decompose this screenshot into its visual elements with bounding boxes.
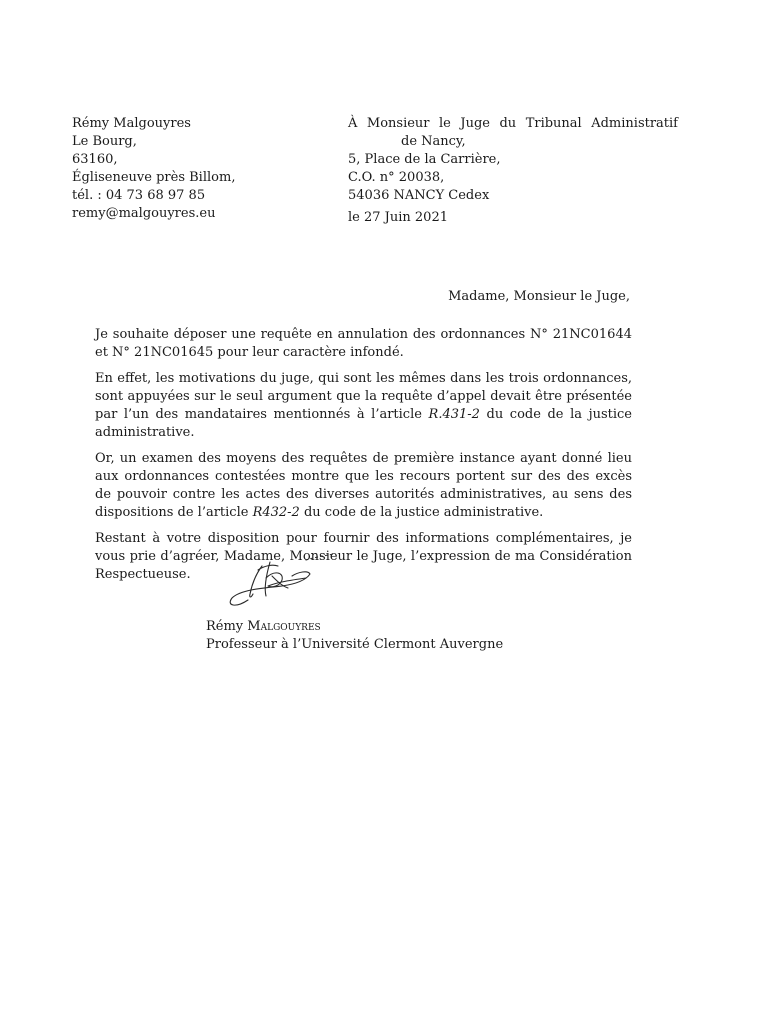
recipient-city: 54036 NANCY Cedex [348,188,490,203]
article-reference: R432-2 [252,505,300,520]
recipient-word: Administratif [591,116,678,131]
signatory-last-name: Malgouyres [247,619,321,634]
recipient-word: du [499,116,517,131]
recipient-word: le [439,116,451,131]
signature-block [206,618,503,654]
recipient-address-block [348,115,678,227]
recipient-word: Tribunal [525,116,582,131]
letter-body [95,326,632,592]
paragraph-3 [95,450,632,522]
recipient-po-box: C.O. n° 20038, [348,170,445,185]
recipient-word: Juge [460,116,490,131]
signatory-name [206,618,503,636]
sender-address-line: Le Bourg, [72,134,137,149]
paragraph-3-text-end: du code de la justice administrative. [299,505,544,520]
paragraph-1: Je souhaite déposer une requête en annulation des ordonnances N° 21NC01644 et N° 21NC01645 pour leur caractère infondé. [95,327,632,360]
sender-email: remy@malgouyres.eu [72,206,216,221]
sender-address-block [72,115,235,223]
recipient-word: Monsieur [366,116,430,131]
paragraph-2 [95,370,632,442]
sender-postcode: 63160, [72,152,118,167]
signatory-title: Professeur à l’Université Clermont Auvergne [206,637,504,652]
paragraph-4: Restant à votre disposition pour fournir des informations complémentaires, je vous prie d’agréer, Madame, Monsieur le Juge, l’expression de ma Considération Respectueuse. [95,531,632,582]
paragraph-2-text-end: du code de la justice administrative. [95,407,632,440]
article-reference: R.431-2 [428,407,480,422]
recipient-street: 5, Place de la Carrière, [348,152,501,167]
sender-phone: tél. : 04 73 68 97 85 [72,188,206,203]
recipient-line-1 [348,115,678,133]
sender-town: Égliseneuve près Billom, [72,170,236,185]
signatory-first-name: Rémy [206,619,244,634]
paragraph-2-text: En effet, les motivations du juge, qui sont les mêmes dans les trois ordonnances, sont appuyées sur le seul argument que la requête d’appel devait être présentée par l’un des mandataires mentionnés à l’article [95,371,632,422]
paragraph-3-text: Or, un examen des moyens des requêtes de première instance ayant donné lieu aux ordonnances contestées montre que les recours portent sur des des excès de pouvoir contre les actes des diverses autorités administratives, au sens des dispositions de l’article [95,451,632,520]
recipient-word: À [348,116,358,131]
letter-date: le 27 Juin 2021 [348,210,448,225]
sender-name: Rémy Malgouyres [72,116,191,131]
recipient-line-2: de Nancy, [401,134,466,149]
salutation: Madame, Monsieur le Juge, [448,289,630,304]
handwritten-signature [222,548,342,610]
